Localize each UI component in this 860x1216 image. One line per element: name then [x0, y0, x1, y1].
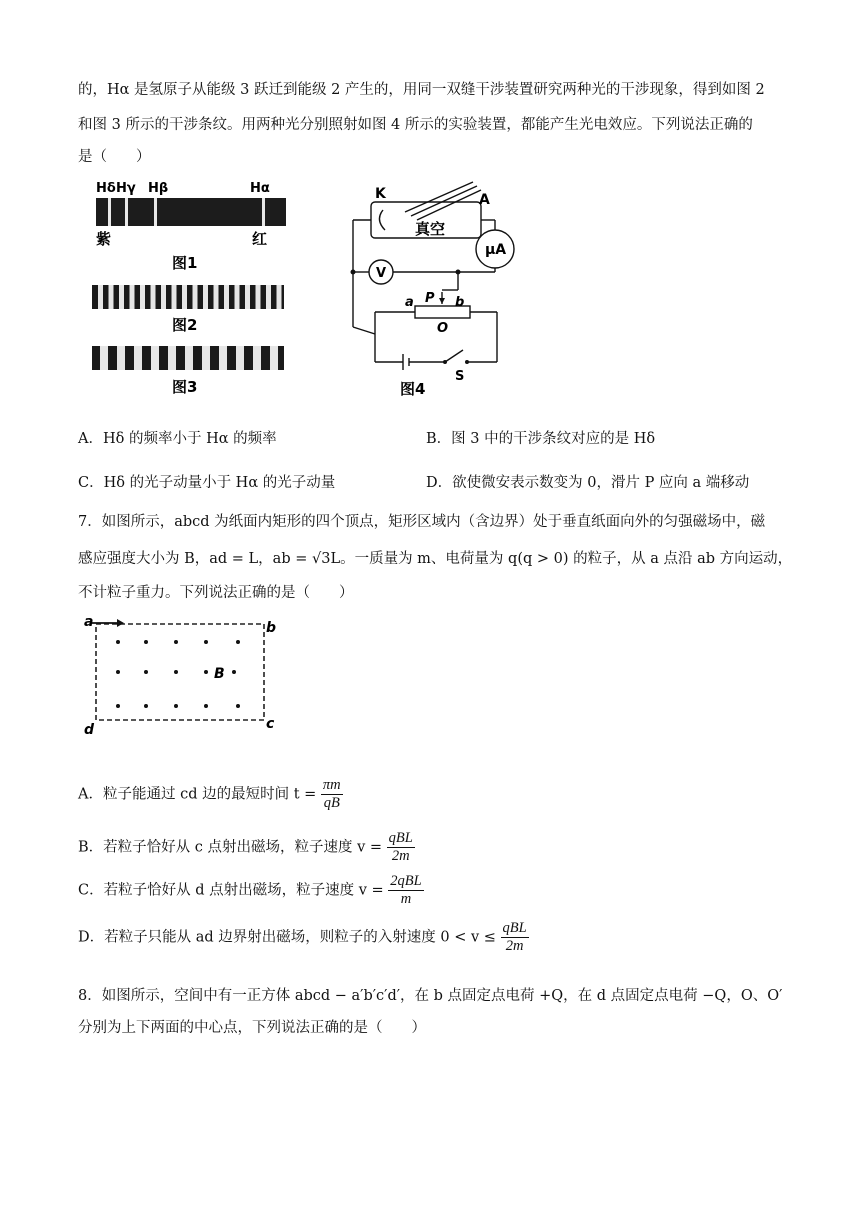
- q6-option-a: A．Hδ 的频率小于 Hα 的频率: [78, 431, 277, 447]
- fringe-stripe: [266, 285, 271, 309]
- fig4-label-a-anode: A: [479, 192, 490, 208]
- field-dot: [174, 640, 178, 644]
- field-dot: [144, 670, 148, 674]
- intro-line-3: 是（ ）: [78, 149, 151, 165]
- fig1-spectrum-bar: [96, 198, 286, 226]
- field-dot: [116, 704, 120, 708]
- fig4-microammeter: μA: [485, 242, 507, 258]
- corner-a: a: [84, 614, 94, 630]
- fig1-label-halpha: Hα: [250, 181, 270, 196]
- fig4-label-b: b: [455, 295, 465, 310]
- fringe-stripe: [151, 285, 156, 309]
- fringe-stripe: [109, 285, 114, 309]
- fig4-label-o: O: [437, 321, 449, 336]
- fig4-label-a: a: [405, 295, 414, 310]
- fringe-stripe: [119, 285, 124, 309]
- fig1-violet-label: 紫: [96, 230, 112, 248]
- fig1-caption: 图1: [172, 254, 198, 272]
- field-dot: [204, 670, 208, 674]
- fringe-stripe: [130, 285, 135, 309]
- q8-stem-line-1: 8．如图所示，空间中有一正方体 abcd − a′b′c′d′，在 b 点固定点电荷 +Q，在 d 点固定点电荷 −Q，O、O′: [78, 988, 783, 1004]
- field-dot: [144, 704, 148, 708]
- fringe-stripe: [253, 346, 261, 370]
- field-dot: [116, 670, 120, 674]
- fig4-voltmeter: V: [376, 266, 387, 281]
- fringe-stripe: [256, 285, 261, 309]
- q7-option-d: D．若粒子只能从 ad 边界射出磁场，则粒子的入射速度 0 < v ≤ $\frac{\text{qBL}}{2m}$: [78, 920, 527, 954]
- corner-c: c: [266, 716, 275, 732]
- q6-option-b: B．图 3 中的干涉条纹对应的是 Hδ: [426, 431, 656, 447]
- q6-option-c: C．Hδ 的光子动量小于 Hα 的光子动量: [78, 475, 336, 491]
- fringe-stripe: [168, 346, 176, 370]
- fringe-stripe: [270, 346, 278, 370]
- fringe-stripe: [182, 285, 187, 309]
- fringe-stripe: [219, 346, 227, 370]
- q7-stem-line-2: 感应强度大小为 B，ad = L，ab = √3L。一质量为 m、电荷量为 q(q > 0) 的粒子，从 a 点沿 ab 方向运动，: [78, 551, 793, 567]
- field-label-b: B: [214, 666, 225, 682]
- field-dot: [236, 704, 240, 708]
- fig1-label-hbeta: Hβ: [148, 181, 169, 196]
- corner-b: b: [266, 620, 277, 636]
- fig4-vacuum: 真空: [415, 220, 446, 238]
- fringe-stripe: [134, 346, 142, 370]
- fringe-stripe: [117, 346, 125, 370]
- q7-option-b: B．若粒子恰好从 c 点射出磁场，粒子速度 v = $\frac{\text{qBL}}{2m}$: [78, 830, 413, 864]
- fringe-stripe: [203, 285, 208, 309]
- figure-photoelectric-circuit: [345, 172, 530, 402]
- fringe-stripe: [172, 285, 177, 309]
- q7-option-a: A．粒子能通过 cd 边的最短时间 t = $\frac{\pi m}{qB}$: [78, 777, 341, 811]
- fringe-stripe: [193, 285, 198, 309]
- field-dot: [174, 704, 178, 708]
- fig2-caption: 图2: [172, 316, 198, 334]
- field-dot: [232, 670, 236, 674]
- fringe-stripe: [277, 285, 282, 309]
- fig1-red-label: 红: [252, 230, 268, 248]
- fringe-stripe: [214, 285, 219, 309]
- q7-stem-line-1: 7．如图所示，abcd 为纸面内矩形的四个顶点，矩形区域内（含边界）处于垂直纸面向外的匀强磁场中，磁: [78, 514, 766, 530]
- q7-option-c: C．若粒子恰好从 d 点射出磁场，粒子速度 v = $\frac{\text{2qBL}}{m}$: [78, 873, 422, 907]
- fringe-stripe: [98, 285, 103, 309]
- field-dot: [144, 640, 148, 644]
- q6-option-d: D．欲使微安表示数变为 0，滑片 P 应向 a 端移动: [426, 475, 750, 491]
- fig1-label-hgamma: Hγ: [116, 181, 136, 196]
- q7-stem-line-3: 不计粒子重力。下列说法正确的是（ ）: [78, 585, 354, 601]
- fringe-stripe: [100, 346, 108, 370]
- fringe-stripe: [245, 285, 250, 309]
- fringe-stripe: [161, 285, 166, 309]
- field-dot: [174, 670, 178, 674]
- fig1-label-hdelta: Hδ: [96, 181, 116, 196]
- intro-line-2: 和图 3 所示的干涉条纹。用两种光分别照射如图 4 所示的实验装置，都能产生光电效应。下列说法正确的: [78, 117, 753, 133]
- fringe-stripe: [236, 346, 244, 370]
- fringe-stripe: [224, 285, 229, 309]
- fig4-caption: 图4: [400, 380, 426, 398]
- figure-spectrum-fringes: [80, 172, 310, 402]
- figure-magnetic-field-rect: [80, 612, 280, 742]
- intro-line-1: 的，Hα 是氢原子从能级 3 跃迁到能级 2 产生的，用同一双缝干涉装置研究两种光的干涉现象，得到如图 2: [78, 82, 765, 98]
- field-dot: [116, 640, 120, 644]
- field-dot: [204, 704, 208, 708]
- fig4-label-s: S: [455, 369, 465, 384]
- fringe-stripe: [202, 346, 210, 370]
- field-dot: [236, 640, 240, 644]
- fringe-stripe: [151, 346, 159, 370]
- fringe-stripe: [185, 346, 193, 370]
- fringe-stripe: [235, 285, 240, 309]
- fig3-caption: 图3: [172, 378, 198, 396]
- fig4-label-p: P: [425, 291, 435, 306]
- field-dot: [204, 640, 208, 644]
- corner-d: d: [84, 722, 95, 738]
- q8-stem-line-2: 分别为上下两面的中心点，下列说法正确的是（ ）: [78, 1020, 426, 1036]
- fig4-label-k: K: [375, 186, 386, 202]
- fringe-stripe: [140, 285, 145, 309]
